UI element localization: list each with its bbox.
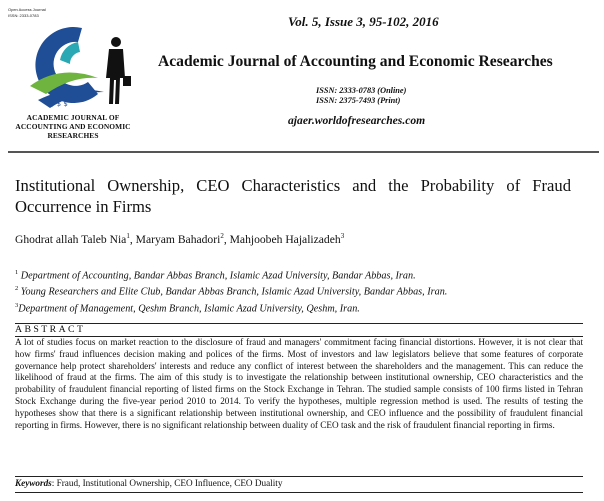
keywords-bottom-rule (15, 492, 583, 493)
journal-website-link[interactable]: ajaer.worldofresearches.com (288, 114, 426, 127)
issn-online: ISSN: 2333-0783 (Online) (316, 86, 407, 95)
affiliation (15, 299, 447, 315)
author-mark: 3 (340, 232, 345, 240)
issn-print: ISSN: 2375-7493 (Print) (316, 96, 401, 105)
affiliation-text: Department of Management, Qeshm Branch, Islamic Azad University, Qeshm, Iran. (18, 303, 360, 315)
author-separator: , (223, 232, 230, 246)
abstract-bottom-rule (15, 476, 583, 477)
issn-small-label: ISSN: 2333-0783 (8, 13, 39, 18)
affiliation-mark: 1 (15, 269, 19, 276)
author-name: Mahjoobeh Hajalizadeh (229, 232, 341, 246)
journal-logo (20, 20, 138, 112)
journal-caption-line: ACADEMIC JOURNAL OF (26, 113, 120, 122)
affiliation (15, 282, 447, 298)
svg-text:$ $ $: $ $ $ (50, 100, 68, 108)
affiliation-text: Young Researchers and Elite Club, Bandar Abbas Branch, Islamic Azad University, Bandar Abbas, Iran. (18, 286, 448, 298)
author-separator: , (129, 232, 136, 246)
author-list (15, 232, 344, 246)
open-access-label: Open Access Journal (8, 7, 46, 12)
affiliation-mark: 2 (15, 285, 19, 293)
affiliation (15, 266, 447, 282)
journal-caption (6, 113, 140, 140)
affiliation-mark: 3 (15, 301, 19, 309)
abstract-heading: ABSTRACT (15, 324, 86, 335)
author-mark: 2 (220, 232, 224, 240)
abstract-top-rule (15, 323, 583, 324)
issn-block (316, 86, 406, 106)
journal-caption-line: RESEARCHES (47, 131, 99, 140)
keywords-text: : Fraud, Institutional Ownership, CEO Influence, CEO Duality (51, 478, 283, 488)
affiliation-list (15, 266, 447, 315)
author-name: Ghodrat allah Taleb Nia (15, 232, 127, 246)
keywords-label: Keywords (15, 478, 52, 488)
journal-title: Academic Journal of Accounting and Economic Researches (158, 53, 553, 70)
paper-title: Institutional Ownership, CEO Characteristics and the Probability of Fraud Occurrence in Firms (15, 176, 571, 216)
volume-issue: Vol. 5, Issue 3, 95-102, 2016 (288, 14, 439, 29)
journal-caption-line: ACCOUNTING AND ECONOMIC (15, 122, 131, 131)
abstract-text: A lot of studies focus on market reaction to the disclosure of fraud and managers' commitment facing financial distortions. However, it is not clear that how firms' fraud influences decision making and polices of the firms. Most of investors and law legislators believe that some features of corporate governance help protect shareholders' interests and reduce any conflict of interest between the shareholders and the management. This can reduce the likelihood of fraud at the firms. The aim of this study is to investigate the relationship between institutional ownership, CEO characteristics and the probability of fraudulent financial reporting of listed firms on the Stock Exchange in Tehran. The studied sample consists of 100 firms listed in Tehran Stock Exchange during the five-year period 2010 to 2014. To verify the hypotheses, multiple regression method is used. The results of testing the hypotheses show that there is a significant relationship between institutional ownership, and CEO influence and the possibility of fraudulent financial reporting in firms. However, there is no significant relationship between duality of CEO task and the risk of fraudulent financial reporting in firms. (15, 337, 583, 430)
keywords-line (15, 478, 282, 488)
author-mark: 1 (126, 232, 130, 240)
header-divider (8, 151, 599, 153)
affiliation-text: Department of Accounting, Bandar Abbas Branch, Islamic Azad University, Bandar Abbas, Iran. (18, 270, 416, 282)
author-name: Maryam Bahadori (135, 232, 221, 246)
